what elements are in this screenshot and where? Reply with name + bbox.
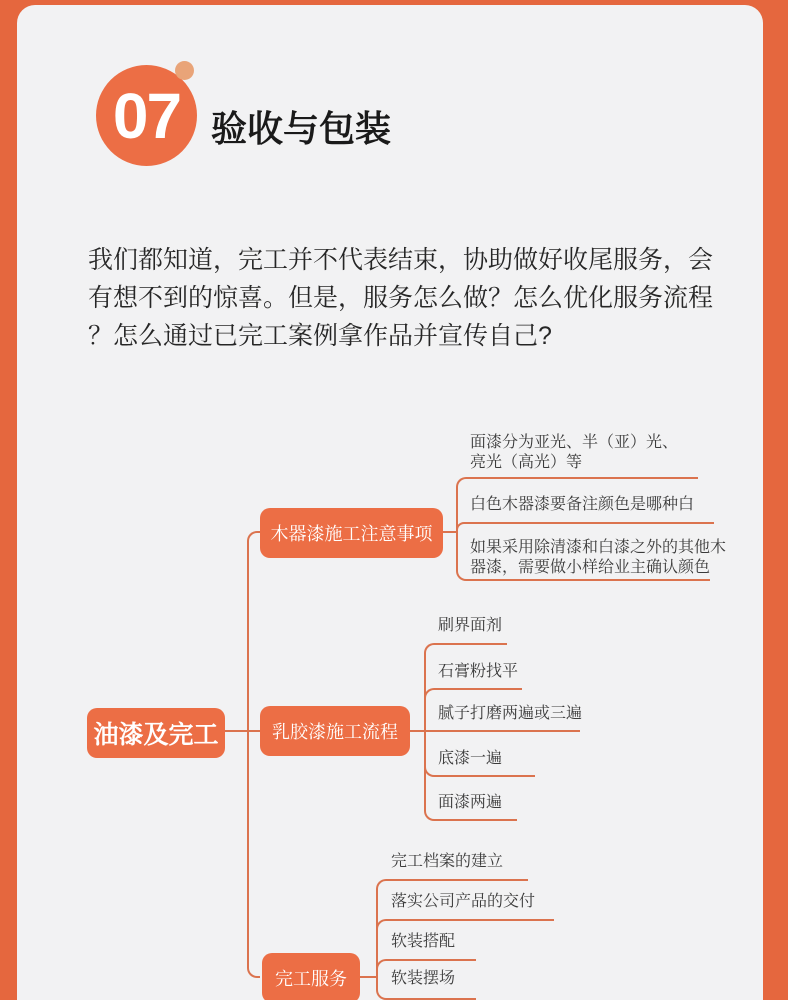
branch-label: 乳胶漆施工流程 — [272, 722, 398, 742]
mindmap-branch-node — [260, 706, 410, 756]
root-connector — [225, 730, 260, 732]
leaf-text: 落实公司产品的交付 — [391, 893, 536, 910]
intro-line: 我们都知道，完工并不代表结束，协助做好收尾服务，会 — [88, 246, 714, 274]
leaf-text: 腻子打磨两遍或三遍 — [438, 705, 583, 722]
root-label: 油漆及完工 — [93, 721, 219, 749]
leaf-text: 如果采用除清漆和白漆之外的其他木器漆，需要做小样给业主确认颜色 — [470, 539, 727, 576]
branch-junction-line — [360, 976, 376, 978]
mindmap-branch-node — [262, 953, 360, 1000]
branch-label: 完工服务 — [275, 969, 347, 989]
intro-line: ？怎么通过已完工案例拿作品并宣传自己? — [88, 322, 552, 350]
leaf-text: 软装搭配 — [391, 933, 456, 950]
leaf-text: 软装摆场 — [391, 970, 456, 987]
leaf-text: 面漆两遍 — [438, 794, 503, 811]
leaf-text: 白色木器漆要备注颜色是哪种白 — [470, 496, 695, 513]
mindmap-branch-node — [260, 508, 443, 558]
branch-junction-line — [443, 531, 456, 533]
mindmap-root-node — [87, 708, 225, 758]
section-number: 07 — [112, 79, 181, 152]
leaf-text: 完工档案的建立 — [391, 853, 504, 870]
branch-label: 木器漆施工注意事项 — [270, 524, 433, 544]
trunk-connector — [247, 531, 260, 978]
leaf-text: 面漆分为亚光、半（亚）光、亮光（高光）等 — [470, 434, 679, 471]
section-title: 验收与包装 — [211, 108, 392, 149]
intro-line: 有想不到的惊喜。但是，服务怎么做？怎么优化服务流程 — [88, 284, 714, 312]
leaf-text: 石膏粉找平 — [438, 663, 519, 680]
leaf-text: 刷界面剂 — [438, 617, 503, 634]
leaf-text: 底漆一遍 — [438, 750, 503, 767]
